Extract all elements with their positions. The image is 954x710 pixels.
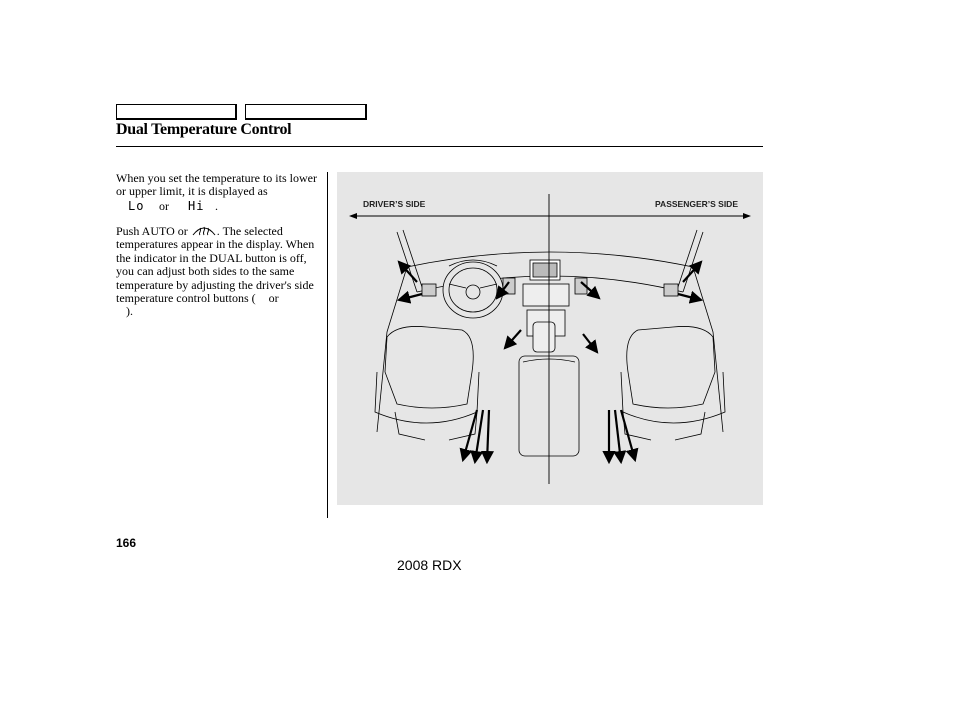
cabin-airflow-figure [337,172,763,505]
nav-tab-1[interactable] [116,104,237,120]
title-divider [116,146,763,147]
footer-model: 2008 RDX [397,557,462,573]
or-text-2: or [268,291,279,306]
lo-symbol: Lo [128,199,145,213]
passengers-side-label: PASSENGER’S SIDE [655,199,738,209]
drivers-side-label: DRIVER’S SIDE [363,199,426,209]
column-divider [327,172,328,518]
period-text: . [215,199,218,213]
page-title: Dual Temperature Control [116,121,292,138]
nav-tab-2[interactable] [245,104,367,120]
limit-text: When you set the temperature to its lower or upper limit, it is displayed as [116,171,317,199]
defrost-icon [191,224,217,236]
push-text-start: Push AUTO or [116,224,188,238]
cabin-illustration [337,172,763,505]
or-text-1: or [159,199,169,213]
page-number: 166 [116,536,137,550]
push-text-body: . The selected temperatures appear in the display. When the indicator in the DUAL button is off, you can adjust both sides to the same temperature by adjusting the driver's side temperature control buttons ( [116,224,315,306]
push-text-end: ). [126,304,133,319]
push-paragraph [116,224,322,319]
hi-symbol: Hi [188,199,205,213]
limit-paragraph [116,172,322,199]
